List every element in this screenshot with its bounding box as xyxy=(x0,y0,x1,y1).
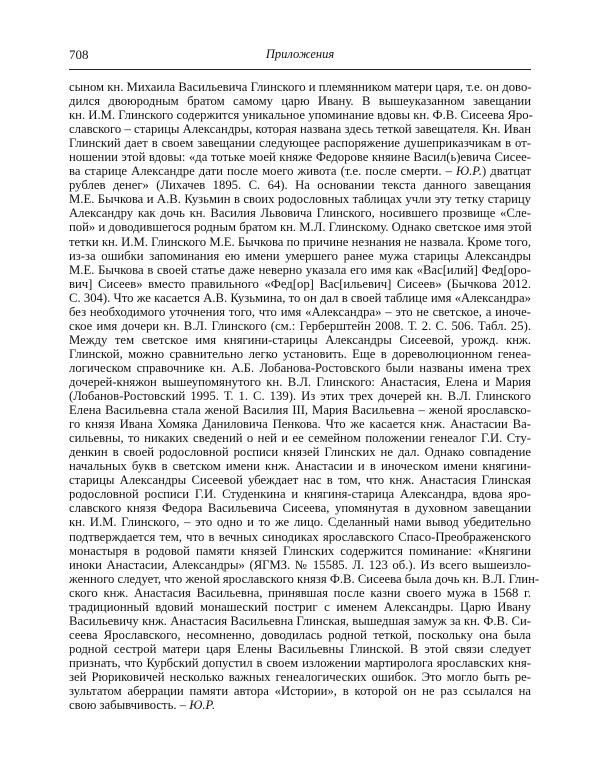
running-title: Приложения xyxy=(265,47,335,61)
text-line xyxy=(69,600,531,614)
text-line xyxy=(69,206,531,220)
line-text: родной сестрой матери царя Елены Васильевны Глинской. В этой связи следует xyxy=(69,641,531,656)
line-text: зультатом аберрации памяти автора «Истории», в которой он не раз ссылался на xyxy=(69,684,531,699)
text-line xyxy=(69,670,531,684)
line-text: денкин в своей родословной росписи князей Глинских не дал. Однако совпадение xyxy=(69,445,531,460)
text-line xyxy=(69,277,531,291)
line-text: ) дватцат xyxy=(481,164,531,179)
text-line xyxy=(69,544,531,558)
text-line xyxy=(69,403,531,417)
text-line xyxy=(69,333,531,347)
text-line xyxy=(69,530,531,544)
text-line xyxy=(69,501,531,515)
text-line xyxy=(69,684,531,698)
line-text: сыном кн. Михаила Васильевича Глинского и племянником матери царя, т.е. он дово- xyxy=(69,80,532,94)
text-line xyxy=(69,361,531,375)
line-text: (Лобанов-Ростовский 1995. Т. 1. С. 139). Из этих трех дочерей кн. В.Л. Глинского xyxy=(69,389,531,404)
line-text: Александру как дочь кн. Василия Львовича Глинского, носившего прозвище «Сле- xyxy=(69,206,531,221)
text-line xyxy=(69,614,531,628)
text-line xyxy=(69,108,531,122)
line-text: тетки кн. И.М. Глинского М.Е. Бычкова по причине незнания не назвала. Кроме того, xyxy=(69,234,531,249)
line-text: дился двоюродным братом самому царю Ивану. В вышеуказанном завещании xyxy=(69,94,531,109)
text-line xyxy=(69,263,531,277)
line-text: ношении этой вдовы: «да тотьке моей княже Федорове княине Васил(ь)евича Сисее- xyxy=(69,150,531,165)
text-line xyxy=(69,192,531,206)
running-header xyxy=(69,47,531,67)
text-line xyxy=(69,80,531,94)
line-text: ва старице Александре дати после моего живота (т.е. после смерти. – xyxy=(69,164,457,179)
line-text: логическом справочнике кн. А.Б. Лобанова-Ростовского были названы имена трех xyxy=(69,360,531,375)
text-line xyxy=(69,571,540,586)
page-number: 708 xyxy=(69,47,89,62)
text-line xyxy=(69,291,531,305)
line-text: М.Е. Бычкова в своей статье даже неверно указала его имя как «Вас[илий] Фед[оро- xyxy=(69,262,531,277)
text-line xyxy=(69,347,531,361)
text-line xyxy=(69,487,531,501)
text-line xyxy=(69,319,531,333)
line-text: зей Рюриковичей несколько важных генеалогических ошибок. Это могло быть ре- xyxy=(69,669,531,684)
line-text: сеева Ярославского, несомненно, доводилась родной теткой, поскольку она была xyxy=(69,627,531,642)
line-text: вич] Сисеев» вместо правильного «Фед[ор] Вас[ильевич] Сисеев» (Бычкова 2012. xyxy=(69,276,531,291)
text-line xyxy=(69,136,531,150)
body-text xyxy=(69,80,540,713)
header-rule xyxy=(69,69,531,70)
text-line xyxy=(69,122,531,136)
line-text: рублев денег» (Лихачев 1895. С. 64). На основании текста данного завещания xyxy=(69,178,531,193)
text-line xyxy=(69,642,531,656)
text-line xyxy=(69,656,531,670)
line-text: ское имя дочери кн. В.Л. Глинского (см.: Герберштейн 2008. Т. 2. С. 506. Табл. 25). xyxy=(69,318,531,333)
line-text: начальных букв в светском имени кнж. Анастасии и в иноческом имени княгини- xyxy=(69,459,531,474)
line-text: Между тем светское имя княгини-старицы Александры Сисеевой, урожд. кнж. xyxy=(69,332,531,347)
text-line xyxy=(69,305,531,319)
text-line xyxy=(69,417,531,431)
text-line xyxy=(69,150,531,164)
line-text: родословной росписи Г.И. Студенкина и княгиня-старица Александра, вдова яро- xyxy=(69,487,531,502)
line-text: дочерей-княжон вышеупомянутого кн. В.Л. Глинского: Анастасия, Елена и Мария xyxy=(69,374,531,389)
text-line xyxy=(69,459,531,473)
line-text: свою забывчивость. – xyxy=(69,698,190,713)
line-text: без необходимого уточнения того, что имя «Александра» – это не светское, а иноче- xyxy=(69,304,531,319)
text-line xyxy=(69,375,531,389)
line-text: кн. И.М. Глинского содержится уникальное упоминание вдовы кн. Ф.В. Сисеева Яро- xyxy=(69,108,533,123)
text-line xyxy=(69,698,531,712)
line-text: го князя Ивана Хомяка Даниловича Пенкова. Что же касается кнж. Анастасии Ва- xyxy=(69,417,531,432)
text-line xyxy=(69,178,531,192)
line-text: сильевны, то никаких сведений о ней и ее семейном положении генеалог Г.И. Сту- xyxy=(69,431,531,446)
line-text: кн. И.М. Глинского, – это одно и то же лицо. Сделанный нами вывод убедительно xyxy=(69,515,531,530)
line-text: пой» и доводившегося родным братом кн. М.Л. Глинскому. Однако светское имя этой xyxy=(69,220,532,235)
line-text: традиционный вдовий монашеский постриг с именем Александры. Царю Ивану xyxy=(69,599,531,614)
text-line xyxy=(69,515,531,529)
line-text: Васильевичу кнж. Анастасия Васильевна Глинская, вышедшая замуж за кн. Ф.В. Си- xyxy=(69,613,531,628)
text-line xyxy=(69,628,531,642)
text-line xyxy=(69,235,531,249)
text-line xyxy=(69,473,531,487)
text-line xyxy=(69,389,531,403)
line-text: Глинский дает в своем завещании следующее распоряжение душеприказчикам в от- xyxy=(69,136,531,151)
line-text: иноки Анастасии, Александры» (ЯГМЗ. № 15585. Л. 123 об.). Из всего вышеизло- xyxy=(69,557,531,572)
line-text: славского – старицы Александры, которая названа здесь теткой завещателя. Кн. Иван xyxy=(69,122,531,137)
text-line xyxy=(69,431,531,445)
line-text: монастыря в родовой памяти князей Глинских содержится поминание: «Княгини xyxy=(69,543,531,558)
text-line xyxy=(69,445,531,459)
text-line xyxy=(69,220,531,234)
line-text: Глинской, можно сравнительно легко установить. Еще в дореволюционном генеа- xyxy=(69,346,531,361)
line-text: из-за ошибки запоминания ею имени умершего ранее мужа старицы Александры xyxy=(69,248,531,263)
line-text: С. 304). Что же касается А.В. Кузьмина, то он дал в своей таблице имя «Александра» xyxy=(69,290,531,305)
author-initials: Ю.Р. xyxy=(456,164,482,179)
text-line xyxy=(69,164,531,178)
text-line xyxy=(69,586,531,600)
line-text: женного следует, что женой ярославского князя Ф.В. Сисеева была дочь кн. В.Л. Глин- xyxy=(69,571,540,586)
line-text: признать, что Курбский допустил в своем изложении мартиролога ярославских кня- xyxy=(69,655,531,670)
line-text: Елена Васильевна стала женой Василия III, Мария Васильевна – женой ярославско- xyxy=(69,403,531,418)
line-text: старицы Александры Сисеевой убеждает нас в том, что кнж. Анастасия Глинская xyxy=(69,473,531,488)
line-text: М.Е. Бычкова и А.В. Кузьмин в своих родословных таблицах учли эту тетку старицу xyxy=(69,192,531,207)
author-initials: Ю.Р. xyxy=(189,698,216,713)
text-line xyxy=(69,94,531,108)
line-text: ского кнж. Анастасия Васильевна, принявшая после казни своего мужа в 1568 г. xyxy=(69,585,531,600)
line-text: подтверждается тем, что в вечных синодиках ярославского Спасо-Преображенского xyxy=(69,529,531,544)
text-line xyxy=(69,249,531,263)
text-line xyxy=(69,558,531,572)
line-text: славского князя Федора Васильевича Сисеева, упомянутая в духовном завещании xyxy=(69,501,531,516)
